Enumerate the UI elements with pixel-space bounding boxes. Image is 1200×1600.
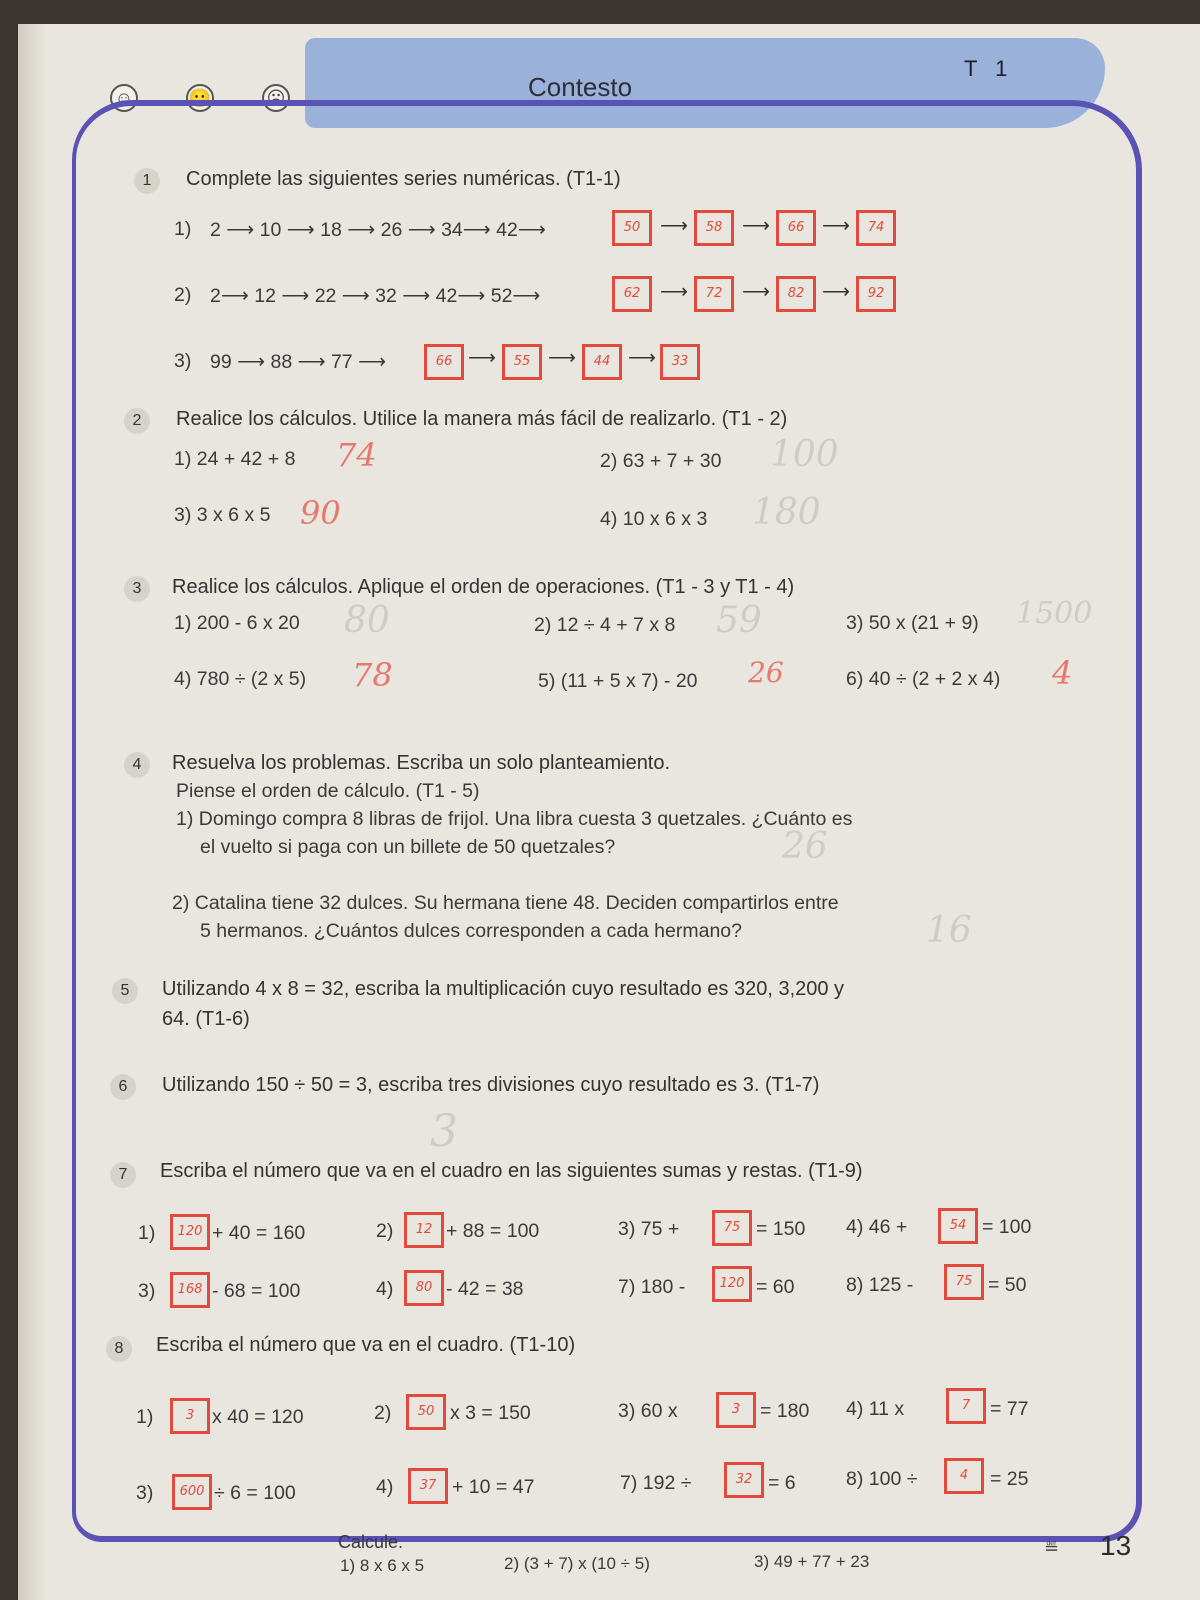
arrow-icon: ⟶: [548, 347, 576, 369]
series-1-label: 1): [174, 218, 192, 240]
calc-item: 2) 63 + 7 + 30: [600, 450, 722, 472]
equation-label: 7) 192 ÷: [620, 1472, 692, 1494]
calc-item: 4) 10 x 6 x 3: [600, 508, 708, 530]
arrow-icon: ⟶: [742, 215, 770, 237]
equation-label: 7) 180 -: [618, 1276, 686, 1298]
arrow-icon: ⟶: [660, 215, 688, 237]
arrow-icon: ⟶: [468, 347, 496, 369]
answer-box[interactable]: 62: [612, 276, 652, 312]
section-5-number: 5: [112, 978, 138, 1004]
handwritten-answer: 3: [430, 1106, 458, 1157]
calc-item: 3) 50 x (21 + 9): [846, 612, 979, 634]
neutral-face-icon: 😐: [186, 84, 214, 112]
section-1-title: Complete las siguientes series numéricas. (T1-1): [186, 168, 621, 190]
equation-label: 3) 75 +: [618, 1218, 680, 1240]
equation-rest: + 40 = 160: [212, 1222, 306, 1244]
calc-item: 2) 12 ÷ 4 + 7 x 8: [534, 614, 676, 636]
equation-label: 4) 11 x: [846, 1398, 905, 1420]
section-7-title: Escriba el número que va en el cuadro en las siguientes sumas y restas. (T1-9): [160, 1160, 863, 1182]
answer-box[interactable]: 74: [856, 210, 896, 246]
equation-label: 8) 125 -: [846, 1274, 914, 1296]
calc-item: 6) 40 ÷ (2 + 2 x 4): [846, 668, 1001, 690]
equation-rest: + 88 = 100: [446, 1220, 540, 1242]
answer-box[interactable]: 33: [660, 344, 700, 380]
equation-label: 3): [138, 1280, 156, 1302]
answer-box[interactable]: 75: [712, 1210, 752, 1246]
equation-label: 4): [376, 1476, 394, 1498]
arrow-icon: ⟶: [660, 281, 688, 303]
equation-rest: x 40 = 120: [212, 1406, 304, 1428]
series-3-terms: 99 ⟶ 88 ⟶ 77 ⟶: [210, 351, 387, 373]
handwritten-answer: 26: [748, 656, 784, 689]
equation-rest: ÷ 6 = 100: [214, 1482, 296, 1504]
handwritten-answer: 4: [1052, 654, 1073, 692]
handwritten-answer: 80: [344, 600, 390, 641]
handwritten-answer: 16: [926, 910, 972, 951]
footer-item: 2) (3 + 7) x (10 ÷ 5): [504, 1554, 650, 1573]
answer-box[interactable]: 168: [170, 1272, 210, 1308]
handwritten-answer: 26: [782, 826, 828, 867]
calc-item: 1) 24 + 42 + 8: [174, 448, 296, 470]
page-spine: [18, 24, 46, 1600]
answer-box[interactable]: 92: [856, 276, 896, 312]
smile-face-icon: ☺: [110, 84, 138, 112]
section-4-subtitle: Piense el orden de cálculo. (T1 - 5): [176, 780, 480, 802]
calc-item: 1) 200 - 6 x 20: [174, 612, 300, 634]
answer-box[interactable]: 7: [946, 1388, 986, 1424]
answer-box[interactable]: 37: [408, 1468, 448, 1504]
handwritten-answer: 180: [752, 492, 821, 533]
section-4-number: 4: [124, 752, 150, 778]
section-5-line-1: Utilizando 4 x 8 = 32, escriba la multiplicación cuyo resultado es 320, 3,200 y: [162, 978, 845, 1000]
section-6-number: 6: [110, 1074, 136, 1100]
answer-box[interactable]: 82: [776, 276, 816, 312]
handwritten-answer: 1500: [1016, 596, 1093, 631]
footer-title: Calcule.: [338, 1532, 404, 1552]
equation-label: 3) 60 x: [618, 1400, 678, 1422]
equation-label: 1): [136, 1406, 154, 1428]
section-7-number: 7: [110, 1162, 136, 1188]
arrow-icon: ⟶: [822, 281, 850, 303]
answer-box[interactable]: 58: [694, 210, 734, 246]
answer-box[interactable]: 66: [424, 344, 464, 380]
equation-label: 4): [376, 1278, 394, 1300]
answer-box[interactable]: 32: [724, 1462, 764, 1498]
equation-rest: - 42 = 38: [446, 1278, 524, 1300]
answer-box[interactable]: 72: [694, 276, 734, 312]
section-3-title: Realice los cálculos. Aplique el orden de operaciones. (T1 - 3 y T1 - 4): [172, 576, 795, 598]
answer-box[interactable]: 50: [612, 210, 652, 246]
series-2-terms: 2⟶ 12 ⟶ 22 ⟶ 32 ⟶ 42⟶ 52⟶: [210, 285, 541, 307]
calc-item: 5) (11 + 5 x 7) - 20: [538, 670, 698, 692]
answer-box[interactable]: 120: [170, 1214, 210, 1250]
answer-box[interactable]: 120: [712, 1266, 752, 1302]
equation-label: 8) 100 ÷: [846, 1468, 918, 1490]
equation-rest: + 10 = 47: [452, 1476, 535, 1498]
equation-label: 4) 46 +: [846, 1216, 908, 1238]
book-icon: ≝: [1044, 1538, 1060, 1558]
calc-item: 3) 3 x 6 x 5: [174, 504, 271, 526]
handwritten-answer: 74: [336, 436, 377, 474]
equation-rest: = 77: [990, 1398, 1029, 1420]
equation-rest: = 180: [760, 1400, 810, 1422]
equation-rest: = 6: [768, 1472, 796, 1494]
header-title: Contesto: [528, 72, 633, 102]
section-8-number: 8: [106, 1336, 132, 1362]
answer-box[interactable]: 600: [172, 1474, 212, 1510]
section-3-number: 3: [124, 576, 150, 602]
handwritten-answer: 100: [770, 434, 839, 475]
problem-2-line-2: 5 hermanos. ¿Cuántos dulces corresponden a cada hermano?: [200, 920, 742, 942]
section-1-number: 1: [134, 168, 160, 194]
section-2-number: 2: [124, 408, 150, 434]
answer-box[interactable]: 12: [404, 1212, 444, 1248]
series-2-label: 2): [174, 284, 192, 306]
answer-box[interactable]: 4: [944, 1458, 984, 1494]
arrow-icon: ⟶: [742, 281, 770, 303]
equation-label: 3): [136, 1482, 154, 1504]
answer-box[interactable]: 54: [938, 1208, 978, 1244]
unit-label: T 1: [964, 56, 1014, 81]
answer-box[interactable]: 3: [716, 1392, 756, 1428]
footer-item: 1) 8 x 6 x 5: [340, 1556, 425, 1575]
footer-item: 3) 49 + 77 + 23: [754, 1552, 870, 1571]
problem-1-line-2: el vuelto si paga con un billete de 50 quetzales?: [200, 836, 616, 858]
section-4-title: Resuelva los problemas. Escriba un solo planteamiento.: [172, 752, 671, 774]
problem-2-line-1: 2) Catalina tiene 32 dulces. Su hermana tiene 48. Deciden compartirlos entre: [172, 892, 839, 914]
answer-box[interactable]: 50: [406, 1394, 446, 1430]
series-3-label: 3): [174, 350, 192, 372]
equation-rest: = 150: [756, 1218, 806, 1240]
handwritten-answer: 78: [352, 656, 393, 694]
equation-rest: x 3 = 150: [450, 1402, 531, 1424]
arrow-icon: ⟶: [628, 347, 656, 369]
equation-label: 2): [376, 1220, 394, 1242]
equation-rest: - 68 = 100: [212, 1280, 301, 1302]
equation-rest: = 25: [990, 1468, 1029, 1490]
equation-rest: = 50: [988, 1274, 1027, 1296]
page-number: 13: [1100, 1530, 1132, 1561]
answer-box[interactable]: 55: [502, 344, 542, 380]
arrow-icon: ⟶: [822, 215, 850, 237]
section-2-title: Realice los cálculos. Utilice la manera más fácil de realizarlo. (T1 - 2): [176, 408, 788, 430]
sad-face-icon: ☹: [262, 84, 290, 112]
section-5-line-2: 64. (T1-6): [162, 1008, 250, 1030]
equation-label: 2): [374, 1402, 392, 1424]
answer-box[interactable]: 3: [170, 1398, 210, 1434]
series-1-terms: 2 ⟶ 10 ⟶ 18 ⟶ 26 ⟶ 34⟶ 42⟶: [210, 219, 546, 241]
handwritten-answer: 90: [300, 494, 341, 532]
section-6-line-1: Utilizando 150 ÷ 50 = 3, escriba tres divisiones cuyo resultado es 3. (T1-7): [162, 1074, 820, 1096]
section-8-title: Escriba el número que va en el cuadro. (T1-10): [156, 1334, 576, 1356]
answer-box[interactable]: 66: [776, 210, 816, 246]
handwritten-answer: 59: [716, 600, 762, 641]
answer-box[interactable]: 80: [404, 1270, 444, 1306]
answer-box[interactable]: 75: [944, 1264, 984, 1300]
answer-box[interactable]: 44: [582, 344, 622, 380]
problem-1-line-1: 1) Domingo compra 8 libras de frijol. Una libra cuesta 3 quetzales. ¿Cuánto es: [176, 808, 853, 830]
equation-rest: = 100: [982, 1216, 1032, 1238]
equation-rest: = 60: [756, 1276, 795, 1298]
calc-item: 4) 780 ÷ (2 x 5): [174, 668, 307, 690]
equation-label: 1): [138, 1222, 156, 1244]
